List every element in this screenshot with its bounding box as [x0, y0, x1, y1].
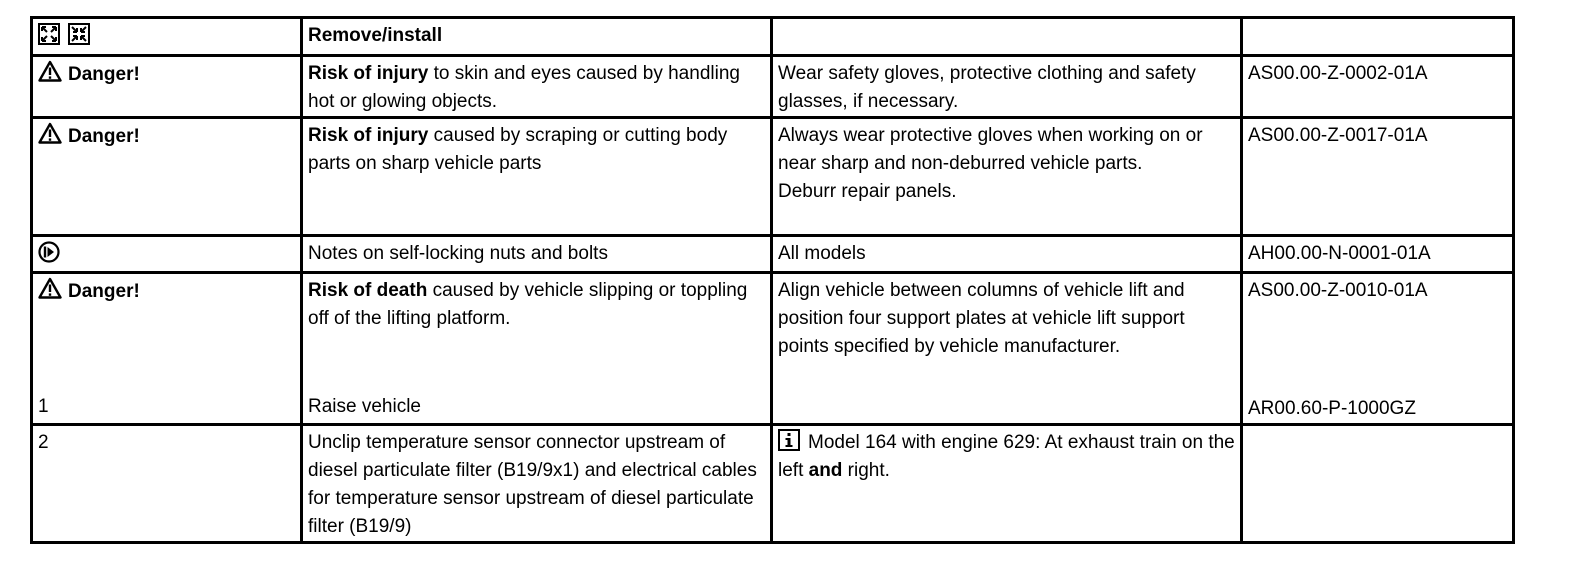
measure-cell: Wear safety gloves, protective clothing and safety glasses, if necessary.: [772, 56, 1242, 118]
table-row: [32, 56, 1514, 118]
note-text: Notes on self-locking nuts and bolts: [302, 236, 772, 273]
header-col3: [772, 18, 1242, 56]
measure-cell: Align vehicle between columns of vehicle lift and position four support plates at vehicle lift support points specified by vehicle manufacturer.: [772, 273, 1242, 425]
table-header-row: [32, 18, 1514, 56]
table-row: [32, 118, 1514, 236]
risk-cell: [302, 56, 772, 118]
reference-cell-empty: [1242, 425, 1514, 543]
step-text: Unclip temperature sensor connector upstream of diesel particulate filter (B19/9x1) and electrical cables for temperature sensor upstream of diesel particulate filter (B19/9): [302, 425, 772, 543]
step-text: Raise vehicle: [308, 396, 421, 417]
risk-wrap: [308, 277, 765, 333]
header-col4: [1242, 18, 1514, 56]
expand-icon[interactable]: [38, 23, 60, 45]
danger-label: Danger!: [68, 64, 140, 85]
info-icon: [778, 429, 800, 451]
reference-link[interactable]: AS00.00-Z-0017-01A: [1242, 118, 1514, 236]
collapse-icon[interactable]: [68, 23, 90, 45]
header-icons-cell: [32, 18, 302, 56]
table-row: [32, 273, 1514, 425]
reference-link[interactable]: AS00.00-Z-0010-01A: [1248, 280, 1428, 301]
info-text-end: right.: [842, 460, 890, 481]
measure-text: Always wear protective gloves when working on or near sharp and non-deburred vehicle parts.: [778, 125, 1203, 174]
danger-label-wrap: [38, 277, 295, 306]
danger-label-cell: [32, 118, 302, 236]
note-icon-cell: [32, 236, 302, 273]
warning-triangle-icon: [38, 277, 62, 299]
table-row: [32, 425, 1514, 543]
danger-step-cell: [32, 273, 302, 425]
measure-cell: [772, 118, 1242, 236]
measure-text-2: Deburr repair panels.: [778, 181, 957, 202]
danger-label: Danger!: [68, 126, 140, 147]
risk-text: to skin and eyes caused by handling hot or glowing objects.: [308, 63, 740, 112]
danger-label: Danger!: [68, 281, 140, 302]
procedure-table: [30, 16, 1515, 544]
risk-bold: Risk of injury: [308, 63, 429, 84]
info-cell: [772, 425, 1242, 543]
risk-text: caused by scraping or cutting body parts on sharp vehicle parts: [308, 125, 728, 174]
step-reference-link[interactable]: AR00.60-P-1000GZ: [1248, 398, 1416, 419]
reference-link[interactable]: AH00.00-N-0001-01A: [1242, 236, 1514, 273]
header-title: Remove/install: [302, 18, 772, 56]
risk-bold: Risk of death: [308, 280, 428, 301]
risk-step-cell: [302, 273, 772, 425]
risk-bold: Risk of injury: [308, 125, 429, 146]
note-arrow-icon[interactable]: [38, 241, 60, 263]
measure-cell: All models: [772, 236, 1242, 273]
info-text: Model 164 with engine 629: At exhaust train on the left: [778, 432, 1235, 481]
step-number: 2: [32, 425, 302, 543]
step-number: 1: [38, 396, 49, 417]
risk-cell: [302, 118, 772, 236]
info-bold: and: [808, 460, 843, 481]
reference-link[interactable]: AS00.00-Z-0002-01A: [1242, 56, 1514, 118]
danger-label-cell: [32, 56, 302, 118]
warning-triangle-icon: [38, 60, 62, 82]
risk-text: caused by vehicle slipping or toppling off of the lifting platform.: [308, 280, 748, 329]
reference-cell: [1242, 273, 1514, 425]
table-row: [32, 236, 1514, 273]
warning-triangle-icon: [38, 122, 62, 144]
